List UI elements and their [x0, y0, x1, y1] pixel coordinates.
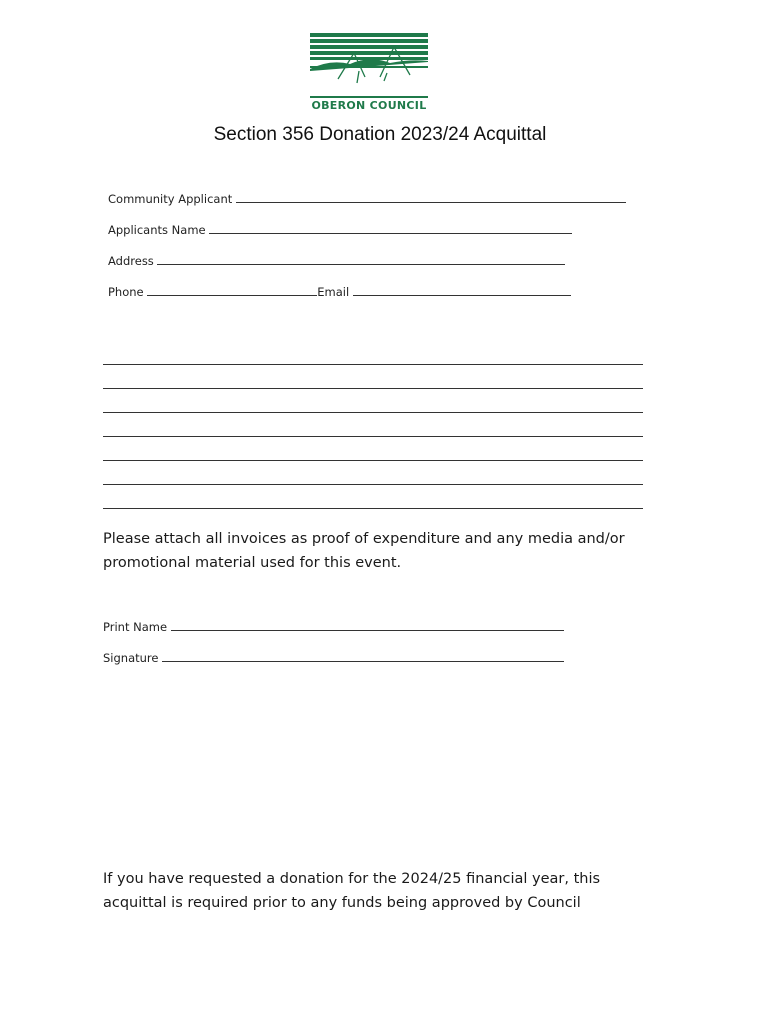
writing-line[interactable]: [103, 484, 643, 485]
signature-line[interactable]: [162, 650, 564, 662]
applicants-name-line[interactable]: [209, 222, 572, 234]
email-line[interactable]: [353, 284, 571, 296]
address-line[interactable]: [157, 253, 565, 265]
applicants-name-field[interactable]: [108, 222, 572, 237]
writing-line[interactable]: [103, 412, 643, 413]
oberon-council-logo: [310, 33, 428, 115]
writing-line[interactable]: [103, 508, 643, 509]
signature-field[interactable]: [103, 650, 564, 665]
address-field[interactable]: [108, 253, 565, 268]
phone-email-field[interactable]: [108, 284, 571, 299]
address-label: Address: [108, 254, 154, 268]
print-name-label: Print Name: [103, 620, 168, 634]
signature-label: Signature: [103, 651, 159, 665]
applicants-name-label: Applicants Name: [108, 223, 206, 237]
writing-line[interactable]: [103, 364, 643, 365]
writing-line[interactable]: [103, 436, 643, 437]
community-applicant-label: Community Applicant: [108, 192, 233, 206]
logo-text: OBERON COUNCIL: [311, 99, 427, 112]
community-applicant-field[interactable]: [108, 191, 626, 206]
email-label: Email: [317, 285, 350, 299]
print-name-line[interactable]: [171, 619, 564, 631]
community-applicant-line[interactable]: [236, 191, 626, 203]
attach-invoices-note: Please attach all invoices as proof of expenditure and any media and/or promotional material used for this event.: [103, 531, 625, 571]
page-title: Section 356 Donation 2023/24 Acquittal: [213, 124, 547, 145]
logo-mark-icon: [310, 33, 428, 99]
phone-label: Phone: [108, 285, 144, 299]
phone-line[interactable]: [147, 284, 317, 296]
writing-line[interactable]: [103, 388, 643, 389]
writing-line[interactable]: [103, 460, 643, 461]
acquittal-requirement-note: If you have requested a donation for the 2024/25 financial year, this acquittal is required prior to any funds being approved by Council: [103, 871, 601, 911]
print-name-field[interactable]: [103, 619, 564, 634]
